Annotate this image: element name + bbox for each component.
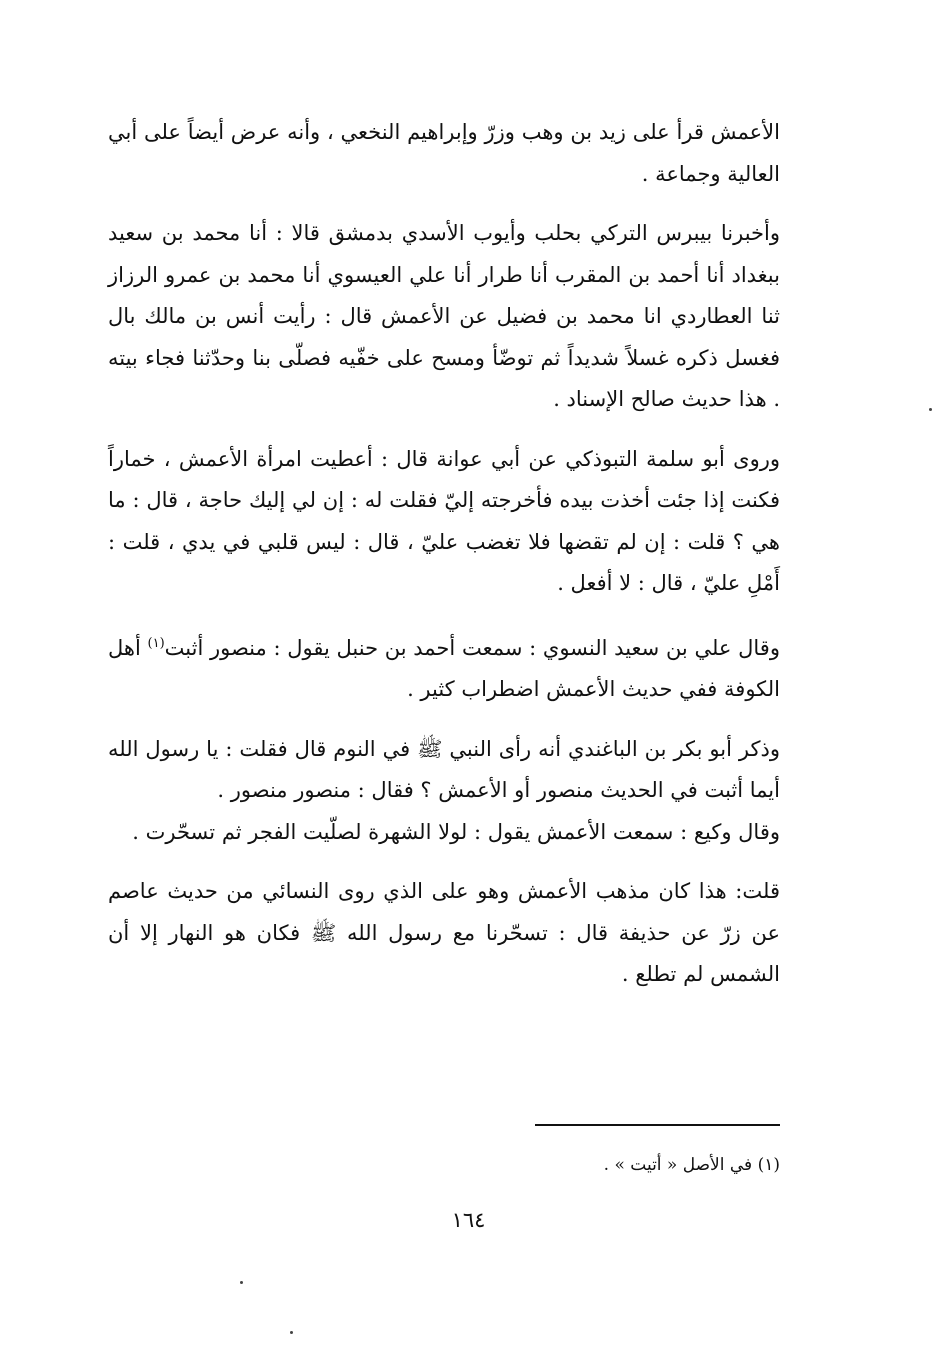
scan-speck [929,408,932,411]
paragraph-3: وروى أبو سلمة التبوذكي عن أبي عوانة قال : أعطيت امرأة الأعمش ، خماراً فكنت إذا جئت أخذت بيده فأخرجته إليّ فقلت له : إن لي إليك حاجة ، قال : ما هي ؟ قلت : إن لم تقضها فلا تغضب عليّ ، قال : ليس قلبي في يدي ، قلت : أَمْلِ عليّ ، قال : لا أفعل . [108,446,781,595]
paragraph-1: الأعمش قرأ على زيد بن وهب وزرّ وإبراهيم النخعي ، وأنه عرض أيضاً على أبي العالية وجماعة . [108,120,780,186]
footnote-divider [535,1124,780,1126]
footnote-text: في الأصل « أتيت » . [603,1155,753,1175]
paragraph-4-part-1: وقال علي بن سعيد النسوي : سمعت أحمد بن حنبل يقول : منصور أثبت [164,635,780,660]
page-number: ١٦٤ [451,1208,486,1232]
footnote-marker: (١) [147,635,165,651]
footnote [300,1152,780,1178]
footnote-number: (١) [757,1155,780,1175]
paragraph-7: قلت: هذا كان مذهب الأعمش وهو على الذي روى النسائي من حديث عاصم عن زرّ عن حذيفة قال : تسحّرنا مع رسول الله ﷺ فكان هو النهار إلا أن الشمس لم تطلع . [108,879,780,986]
paragraph-2: وأخبرنا بيبرس التركي بحلب وأيوب الأسدي بدمشق قالا : أنا محمد بن سعيد ببغداد أنا أحمد بن المقرب أنا طرار أنا علي العيسوي أنا محمد بن عمرو الرزاز ثنا العطاردي انا محمد بن فضيل عن الأعمش قال : رأيت أنس بن مالك بال فغسل ذكره غسلاً شديداً ثم توضّأ ومسح على خفّيه فصلّى بنا وحدّثنا فجاء بيته . هذا حديث صالح الإسناد . [108,221,780,411]
scan-speck [240,1281,243,1284]
paragraph-6: وقال وكيع : سمعت الأعمش يقول : لولا الشهرة لصلّيت الفجر ثم تسحّرت . [132,819,780,844]
main-text [108,112,780,996]
paragraph-5: وذكر أبو بكر بن الباغندي أنه رأى النبي ﷺ في النوم قال فقلت : يا رسول الله أيما أثبت في الحديث منصور أو الأعمش ؟ فقال : منصور منصور . [108,736,780,802]
paragraph-4 [108,623,780,711]
paragraph-4-part-2: أهل الكوفة ففي حديث الأعمش اضطراب كثير . [108,635,780,701]
scan-speck [290,1331,293,1334]
